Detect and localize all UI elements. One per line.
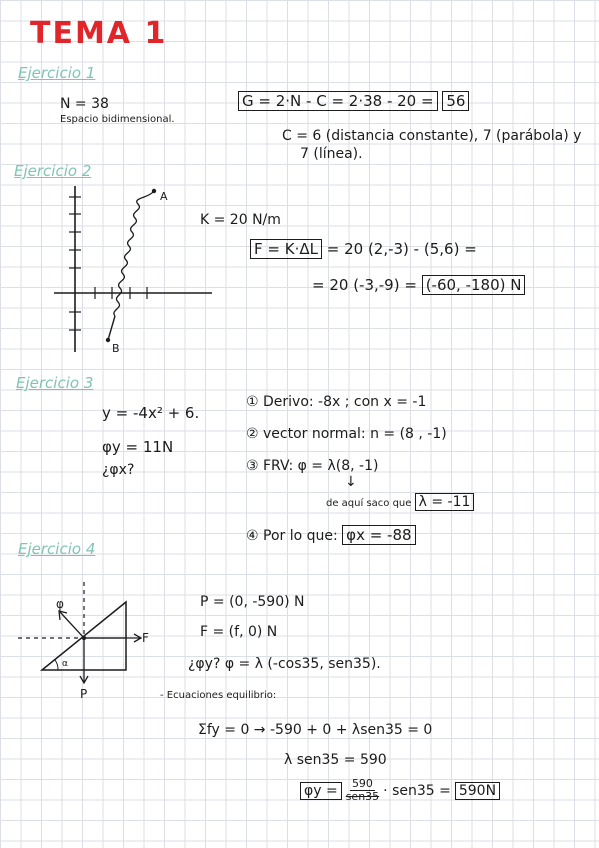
step-3: ③ FRV: φ = λ(8, -1)	[246, 458, 379, 474]
phi-x-question: ¿φx?	[102, 462, 135, 478]
space-note: Espacio bidimensional.	[60, 114, 175, 125]
force-lhs: F = K·ΔL	[250, 239, 322, 259]
step-3-conclusion-text: de aquí saco que	[326, 498, 412, 509]
page-title: TEMA 1	[30, 16, 168, 51]
force-line-1	[250, 240, 477, 258]
c-note-line-1: C = 6 (distancia constante), 7 (parábola) y	[282, 128, 582, 144]
step-3-conclusion	[326, 494, 474, 510]
point-b-label: B	[112, 342, 120, 355]
point-a-label: A	[160, 190, 168, 203]
lambda-value: λ = -11	[415, 493, 475, 511]
f-vector: F = (f, 0) N	[200, 624, 278, 640]
phi-y-result: 590N	[455, 782, 500, 800]
equilibrium-title: - Ecuaciones equilibrio:	[160, 690, 277, 701]
step-4	[246, 526, 416, 544]
sum-fy-equation: Σfy = 0 → -590 + 0 + λsen35 = 0	[198, 722, 433, 738]
down-arrow: ↓	[345, 474, 357, 490]
p-vector-label: P	[80, 687, 88, 701]
exercise-2-heading: Ejercicio 2	[14, 162, 92, 180]
g-result: 56	[442, 91, 469, 111]
phi-y-calculation	[300, 778, 500, 803]
phi-x-result: φx = -88	[342, 525, 415, 545]
g-formula-text: G = 2·N - C = 2·38 - 20 =	[238, 91, 438, 111]
fraction	[346, 778, 379, 803]
f-vector-label: F	[142, 631, 149, 645]
force-line-2-text: = 20 (-3,-9) =	[312, 276, 417, 294]
phi-y-lhs: φy =	[300, 782, 342, 800]
step-1: ① Derivo: -8x ; con x = -1	[246, 394, 427, 410]
g-formula	[238, 92, 469, 110]
force-line-1-rhs: = 20 (2,-3) - (5,6) =	[326, 240, 477, 258]
multiply-term: · sen35 =	[383, 782, 451, 799]
exercise-1-heading: Ejercicio 1	[18, 64, 96, 82]
spring-diagram	[50, 182, 220, 357]
incline-diagram	[10, 578, 170, 703]
phi-y-value: φy = 11N	[102, 438, 174, 456]
c-note-line-2: 7 (línea).	[300, 146, 363, 162]
step-2: ② vector normal: n = (8 , -1)	[246, 426, 447, 442]
fraction-denominator: sen35	[345, 790, 380, 803]
force-line-2	[312, 276, 525, 294]
parabola-equation: y = -4x² + 6.	[102, 404, 200, 422]
p-vector: P = (0, -590) N	[200, 594, 305, 610]
phi-vector-label: φ	[56, 597, 64, 611]
phi-question: ¿φy? φ = λ (-cos35, sen35).	[188, 656, 381, 672]
exercise-3-heading: Ejercicio 3	[16, 374, 94, 392]
step-4-text: ④ Por lo que:	[246, 528, 338, 544]
n-value: N = 38	[60, 96, 109, 112]
alpha-label: α	[62, 659, 68, 669]
lambda-equation: λ sen35 = 590	[284, 752, 387, 768]
exercise-4-heading: Ejercicio 4	[18, 540, 96, 558]
spring-constant: K = 20 N/m	[200, 212, 281, 228]
fraction-numerator: 590	[351, 777, 373, 790]
force-result: (-60, -180) N	[422, 275, 526, 295]
